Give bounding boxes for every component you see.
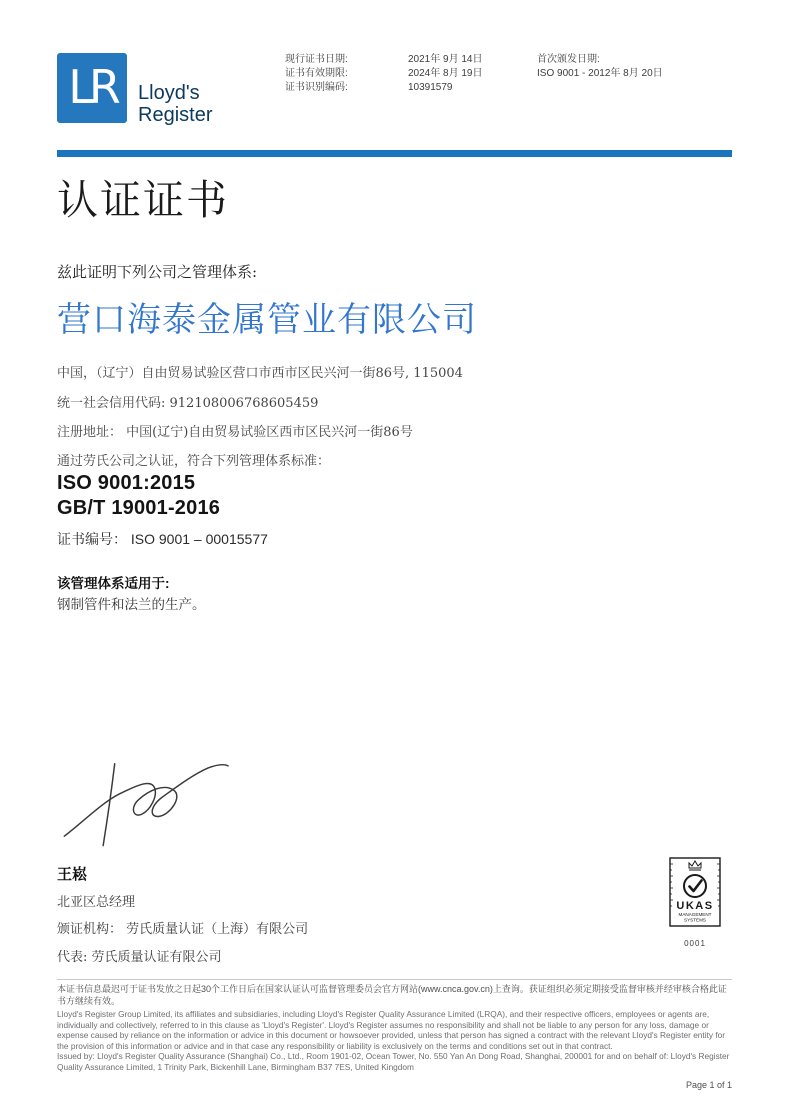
original-approval-label: 首次颁发日期:	[537, 54, 600, 65]
certificate-id-label: 证书识别编码:	[285, 82, 348, 93]
on-behalf-line: 代表: 劳氏质量认证有限公司	[57, 950, 222, 965]
ukas-crown-check-icon	[664, 856, 726, 932]
standard-iso: ISO 9001:2015	[57, 472, 196, 494]
ukas-number: 0001	[684, 939, 706, 948]
issuing-body-line: 颁证机构： 劳氏质量认证（上海）有限公司	[57, 922, 309, 937]
footer	[57, 979, 732, 1090]
brand-line2: Register	[138, 104, 213, 126]
page-title: 认证证书	[57, 176, 229, 224]
signature-scribble-icon	[58, 748, 268, 853]
brand-name	[138, 82, 212, 126]
original-approval-value: ISO 9001 - 2012年 8月 20日	[537, 68, 663, 79]
signature-image	[58, 748, 268, 858]
social-credit-code: 统一社会信用代码: 912108006768605459	[57, 396, 319, 411]
svg-text:MANAGEMENT: MANAGEMENT	[678, 912, 712, 917]
scope-text: 钢制管件和法兰的生产。	[57, 597, 206, 613]
brand-line1: Lloyd's	[138, 82, 200, 104]
certificate-dates-block	[285, 53, 483, 95]
lr-logo-mark: LR	[68, 59, 116, 114]
footer-issued-by: Issued by: Lloyd's Register Quality Assurance (Shanghai) Co., Ltd., Room 1901-02, Ocean Tower, No. 550 Yan An Dong Road, Shanghai, 200001 for and on behalf of: Lloyd's Register Quality Assurance Limited, 1 Trinity Park, Bickenhill Lane, Birmingham B37 7ES, United Kingdom	[57, 1051, 730, 1072]
expiry-date-label: 证书有效期限:	[285, 68, 348, 79]
svg-text:UKAS: UKAS	[676, 900, 714, 912]
company-name: 营口海泰金属管业有限公司	[57, 300, 477, 340]
ukas-accreditation-mark	[664, 856, 726, 948]
expiry-date-value: 2024年 8月 19日	[408, 68, 483, 79]
standards-block	[57, 471, 220, 521]
page-number: Page 1 of 1	[685, 1079, 732, 1090]
certificate-number-label: 证书编号：	[57, 532, 127, 548]
scope-heading: 该管理体系适用于:	[57, 576, 170, 591]
signatory-title: 北亚区总经理	[57, 895, 136, 910]
lloyds-register-logo-icon	[57, 53, 127, 123]
footer-disclaimer: Lloyd's Register Group Limited, its affiliates and subsidiaries, including Lloyd's Register Quality Assurance Limited (LRQA), and their respective officers, employees or agents are, individually and collectively, referred to in this clause as 'Lloyd's Register'. Lloyd's Register assumes no responsibility and shall not be liable to any person for any loss, damage or expense caused by reliance on the information or advice in this document or howsoever provided, unless that person has signed a contract with the relevant Lloyd's Register entity for the provision of this information or advice and in that case any responsibility or liability is exclusively on the terms and conditions set out in that contract.	[57, 1009, 726, 1051]
company-address: 中国，（辽宁）自由贸易试验区营口市西市区民兴河一街86号, 115004	[57, 366, 463, 381]
registered-address: 注册地址： 中国(辽宁)自由贸易试验区西市区民兴河一街86号	[57, 425, 413, 440]
certificate-number-line	[57, 529, 268, 549]
signatory-name: 王崧	[57, 866, 88, 883]
current-issue-date-label: 现行证书日期:	[285, 54, 348, 65]
header-divider-bar	[57, 150, 732, 157]
approval-statement: 通过劳氏公司之认证，符合下列管理体系标准：	[57, 454, 331, 469]
certificate-id-row	[285, 81, 483, 95]
expiry-date-row	[285, 67, 483, 81]
footer-cnca-notice: 本证书信息最迟可于证书发放之日起30个工作日后在国家认证认可监督管理委员会官方网站(www.cnca.gov.cn)上查询。获证组织必须定期接受监督审核并经审核合格此证书方继续有效。	[57, 984, 727, 1006]
current-issue-date-value: 2021年 9月 14日	[408, 54, 483, 65]
certificate-id-value: 10391579	[408, 82, 453, 93]
svg-text:SYSTEMS: SYSTEMS	[684, 917, 706, 923]
certificate-number-value: ISO 9001 – 00015577	[130, 531, 268, 547]
current-issue-date-row	[285, 53, 483, 67]
standard-gbt: GB/T 19001-2016	[57, 497, 221, 519]
original-approval-block	[537, 53, 663, 81]
intro-line: 兹此证明下列公司之管理体系:	[57, 263, 258, 281]
